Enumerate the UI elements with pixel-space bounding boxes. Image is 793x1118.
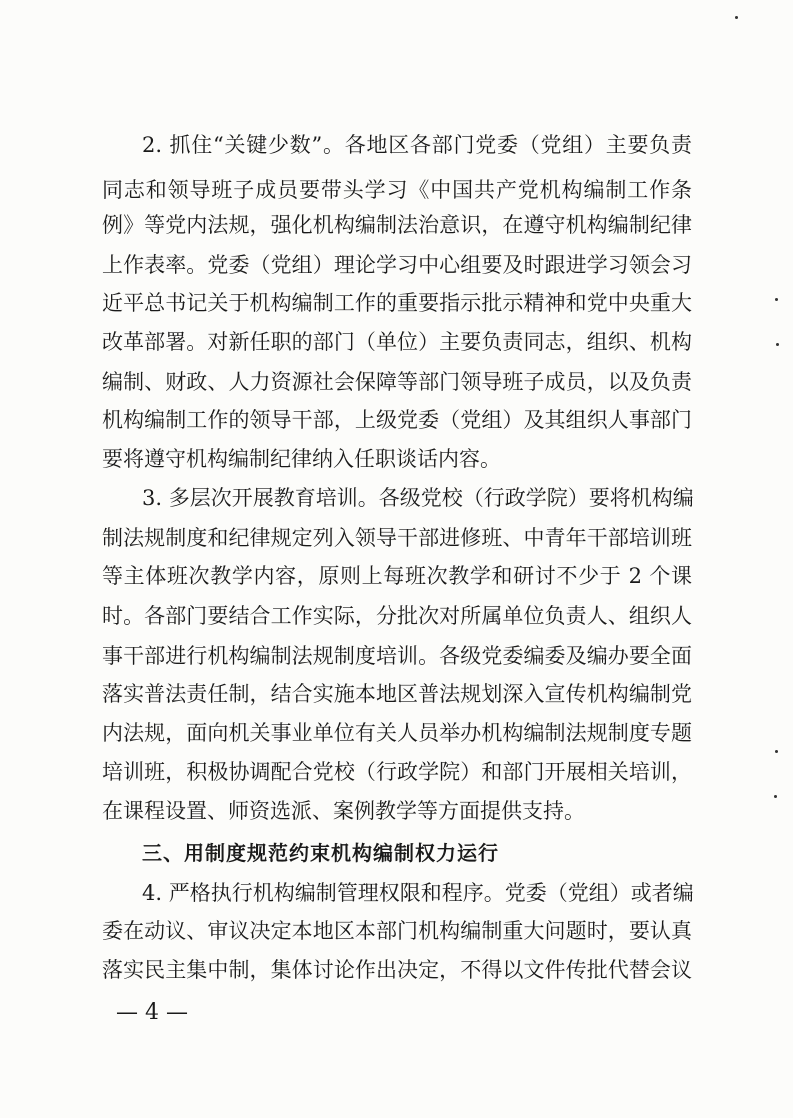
paragraph-3-line-4: 时。各部门要结合工作实际，分批次对所属单位负责人、组织人 [102,604,692,628]
page-number: — 4 — [116,1000,188,1025]
paragraph-4-line-3: 落实民主集中制，集体讨论作出决定，不得以文件传批代替会议 [102,958,692,982]
paragraph-4-line-1: 4. 严格执行机构编制管理权限和程序。党委（党组）或者编 [142,881,694,905]
paragraph-2-line-8: 机构编制工作的领导干部，上级党委（党组）及其组织人事部门 [102,408,692,432]
paragraph-2-line-7: 编制、财政、人力资源社会保障等部门领导班子成员，以及负责 [102,370,692,394]
paragraph-3-line-5: 事干部进行机构编制法规制度培训。各级党委编委及编办要全面 [102,644,692,668]
scan-speck [775,298,778,301]
paragraph-3-line-3: 等主体班次教学内容，原则上每班次教学和研讨不少于 2 个课 [102,564,692,588]
paragraph-3-line-9: 在课程设置、师资选派、案例教学等方面提供支持。 [102,799,585,823]
scan-speck [774,795,777,798]
paragraph-3-line-2: 制法规制度和纪律规定列入领导干部进修班、中青年干部培训班 [102,526,692,550]
paragraph-2-line-1: 2. 抓住“关键少数”。各地区各部门党委（党组）主要负责 [142,133,692,157]
paragraph-2-line-5: 近平总书记关于机构编制工作的重要指示批示精神和党中央重大 [102,291,692,315]
paragraph-3-line-8: 培训班，积极协调配合党校（行政学院）和部门开展相关培训， [102,760,692,784]
paragraph-4-line-2: 委在动议、审议决定本地区本部门机构编制重大问题时，要认真 [102,919,692,943]
paragraph-3-line-1: 3. 多层次开展教育培训。各级党校（行政学院）要将机构编 [142,486,694,510]
paragraph-3-line-6: 落实普法责任制，结合实施本地区普法规划深入宣传机构编制党 [102,682,692,706]
paragraph-2-line-3: 例》等党内法规，强化机构编制法治意识，在遵守机构编制纪律 [102,213,692,237]
scan-speck [775,750,778,753]
paragraph-2-line-9: 要将遵守机构编制纪律纳入任职谈话内容。 [102,447,501,471]
section-heading: 三、用制度规范约束机构编制权力运行 [142,841,499,865]
paragraph-3-line-7: 内法规，面向机关事业单位有关人员举办机构编制法规制度专题 [102,721,692,745]
paragraph-2-line-6: 改革部署。对新任职的部门（单位）主要负责同志，组织、机构 [102,330,692,354]
scan-speck [735,16,738,19]
paragraph-2-line-4: 上作表率。党委（党组）理论学习中心组要及时跟进学习领会习 [102,253,692,277]
scan-speck [776,343,779,346]
paragraph-2-line-2: 同志和领导班子成员要带头学习《中国共产党机构编制工作条 [102,178,692,202]
